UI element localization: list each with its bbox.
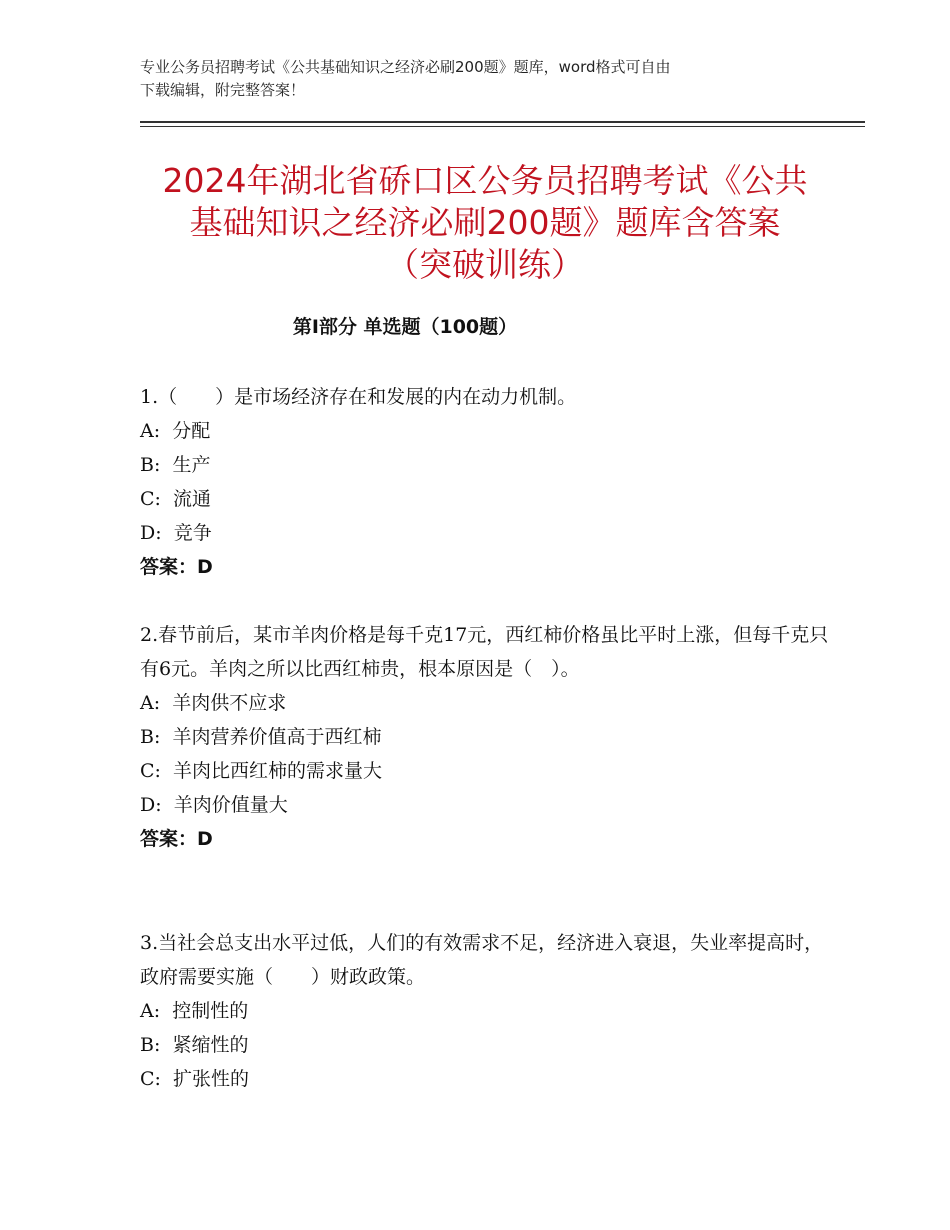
title-line-2: 基础知识之经济必刷200题》题库含答案 [189, 203, 781, 242]
option-a: A: 控制性的 [140, 1000, 249, 1022]
title-line-3: （突破训练） [386, 245, 584, 284]
answer: 答案：D [140, 828, 213, 850]
option-b: B: 紧缩性的 [140, 1034, 249, 1056]
question-2 [140, 618, 830, 856]
question-1 [140, 380, 830, 584]
header-line-2: 下载编辑，附完整答案！ [140, 81, 306, 99]
option-c: C: 扩张性的 [140, 1068, 250, 1090]
option-a: A: 羊肉供不应求 [140, 692, 287, 714]
option-d: D: 竞争 [140, 522, 212, 544]
option-d: D: 羊肉价值量大 [140, 794, 288, 816]
section-title: 第Ⅰ部分 单选题（100题） [292, 316, 518, 338]
question-stem: 1.（ ）是市场经济存在和发展的内在动力机制。 [140, 386, 577, 408]
option-b: B: 羊肉营养价值高于西红柿 [140, 726, 382, 748]
question-3 [140, 926, 830, 1096]
header-rule-thin [140, 126, 865, 127]
header-rule-thick [140, 121, 865, 123]
document-title [120, 160, 850, 286]
option-c: C: 羊肉比西红柿的需求量大 [140, 760, 383, 782]
option-b: B: 生产 [140, 454, 211, 476]
question-stem: 3.当社会总支出水平过低，人们的有效需求不足，经济进入衰退，失业率提高时，政府需要实施（ ）财政政策。 [140, 932, 824, 988]
answer: 答案：D [140, 556, 213, 578]
question-stem: 2.春节前后，某市羊肉价格是每千克17元，西红柿价格虽比平时上涨，但每千克只有6元。羊肉之所以比西红柿贵，根本原因是（ ）。 [140, 624, 829, 680]
page-header [140, 56, 830, 102]
title-line-1: 2024年湖北省硚口区公务员招聘考试《公共 [162, 161, 808, 200]
option-c: C: 流通 [140, 488, 212, 510]
option-a: A: 分配 [140, 420, 211, 442]
header-line-1: 专业公务员招聘考试《公共基础知识之经济必刷200题》题库，word格式可自由 [140, 58, 671, 76]
